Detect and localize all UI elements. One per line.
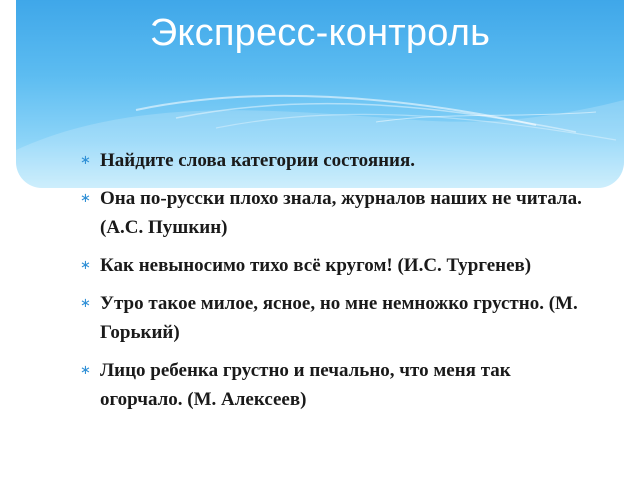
list-item <box>76 251 596 280</box>
bullet-icon: ∗ <box>80 153 91 168</box>
item-text: Утро такое милое, ясное, но мне немножко грустно. (М. Горький) <box>100 293 578 343</box>
bullet-list <box>76 146 596 423</box>
item-text: Как невыносимо тихо всё кругом! (И.С. Тургенев) <box>100 255 532 276</box>
list-item <box>76 184 596 242</box>
bullet-icon: ∗ <box>80 258 91 273</box>
list-item <box>76 146 596 175</box>
bullet-icon: ∗ <box>80 191 91 206</box>
slide-title: Экспресс-контроль <box>149 12 491 54</box>
bullet-icon: ∗ <box>80 363 91 378</box>
item-text: Она по-русски плохо знала, журналов наших не читала. (А.С. Пушкин) <box>100 188 582 238</box>
bullet-icon: ∗ <box>80 296 91 311</box>
list-item <box>76 289 596 347</box>
item-text: Лицо ребенка грустно и печально, что меня так огорчало. (М. Алексеев) <box>100 360 511 410</box>
item-text: Найдите слова категории состояния. <box>100 150 416 171</box>
list-item <box>76 356 596 414</box>
